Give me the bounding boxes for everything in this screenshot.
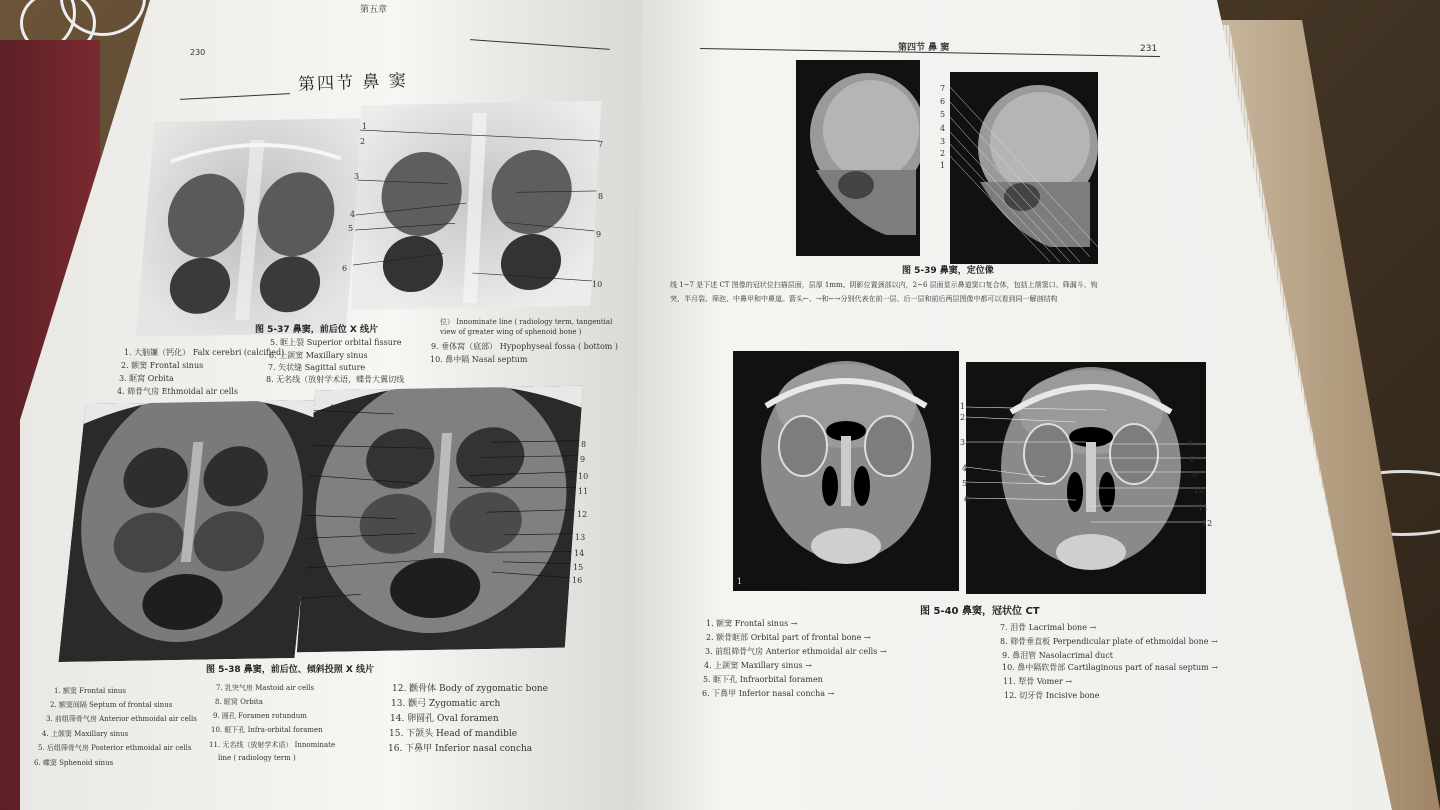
fig538-legend-item: 11. 无名线（放射学术语） Innominate (209, 741, 336, 749)
fig539-description: 突、半月裂、筛泡、中鼻甲和中鼻道。箭头←、→和←→分别代表在前一层、后一层和前后两层图像中都可以看到同一解剖结构 (670, 295, 1058, 303)
fig537-label: 6 (342, 264, 348, 273)
fig538-legend-item: 8. 眶窝 Orbita (215, 698, 263, 706)
fig538-caption: 图 5-38 鼻窦，前后位、倾斜投照 X 线片 (206, 665, 374, 675)
fig540-legend-item: 11. 犁骨 Vomer → (1003, 677, 1073, 686)
fig538-legend-item: 15. 下颌头 Head of mandible (389, 729, 518, 739)
fig540-num: 2 (960, 413, 966, 422)
xray-fig538-plain (58, 400, 321, 662)
fig540-num: 5 (962, 479, 968, 488)
fig538-legend-item: 5. 后组筛骨气房 Posterior ethmoidal air cells (38, 744, 192, 752)
fig537-label: 5 (348, 224, 354, 233)
fig538-legend-item: 6. 蝶窦 Sphenoid sinus (34, 759, 114, 767)
fig539-num: 5 (940, 110, 946, 119)
right-page-number: 231 (1140, 44, 1158, 54)
fig538-num: 4 (310, 508, 316, 517)
section-title: 第四节 鼻 窦 (297, 71, 409, 95)
fig537-label: 7 (598, 140, 604, 149)
fig537-label: 3 (354, 172, 360, 181)
fig539-num: 7 (940, 84, 946, 93)
fig538-legend-item: 1. 额窦 Frontal sinus (54, 687, 126, 695)
fig537-legend-item: 位） Innominate line ( radiology term, tangential (440, 318, 613, 326)
fig538-num: 16 (572, 576, 583, 585)
fig537-label: 1 (362, 122, 368, 131)
fig537-legend-item: 9. 垂体窝（底部） Hypophyseal fossa ( bottom ) (431, 342, 619, 351)
fig540-legend-item: 2. 额骨眶部 Orbital part of frontal bone → (706, 633, 871, 642)
fig538-num: 11 (578, 487, 589, 496)
left-page-number: 230 (190, 48, 206, 57)
fig538-num: 5 (306, 532, 312, 541)
fig538-legend-item: 3. 前组筛骨气房 Anterior ethmoidal air cells (46, 715, 197, 723)
fig540-legend-item: 9. 鼻泪管 Nasolacrimal duct (1002, 651, 1114, 660)
fig538-num: 13 (575, 533, 586, 542)
fig540-caption: 图 5-40 鼻窦，冠状位 CT (920, 606, 1040, 617)
fig537-legend-item: 10. 鼻中隔 Nasal septum (430, 355, 528, 364)
fig538-num: 7 (296, 595, 302, 604)
fig537-legend-item: 7. 矢状缝 Sagittal suture (268, 363, 366, 372)
fig538-num: 6 (302, 563, 308, 572)
spine-header: 第五章 (360, 5, 388, 15)
fig539-num: 1 (940, 161, 946, 170)
fig538-num: 12 (577, 510, 588, 519)
fig537-label: 10 (592, 280, 603, 289)
fig538-legend-item: 10. 眶下孔 Infra-orbital foramen (211, 726, 323, 734)
fig540-legend-item: 5. 眶下孔 Infraorbital foramen (703, 675, 823, 684)
fig537-label: 2 (360, 137, 366, 146)
fig537-legend-item: 5. 眶上裂 Superior orbital fissure (270, 338, 402, 347)
fig537-legend-item: 2. 额窦 Frontal sinus (121, 361, 204, 370)
fig538-legend-item: 14. 卵圆孔 Oval foramen (390, 714, 499, 724)
fig540-num: 4 (962, 464, 968, 473)
fig539-num: 2 (940, 149, 946, 158)
fig538-legend-item: 7. 乳突气房 Mastoid air cells (216, 684, 315, 692)
fig539-num: 6 (940, 97, 946, 106)
fig537-legend-item: 1. 大脑镰（钙化） Falx cerebri (calcified) (124, 348, 285, 357)
fig539-description: 线 1~7 是下述 CT 图像的冠状位扫描层面，层厚 1mm。阴影位置颈部以内，2~6 层面显示鼻道窦口复合体，包括上颌窦口、筛漏斗、钩 (670, 281, 1098, 289)
fig537-label: 8 (598, 192, 604, 201)
fig540-num: 12 (1202, 519, 1213, 528)
fig538-num: 3 (316, 468, 322, 477)
xray-fig537-plain (136, 118, 368, 337)
fig540-num: 8 (1190, 455, 1196, 464)
fig538-legend-item: 16. 下鼻甲 Inferior nasal concha (388, 744, 533, 754)
fig537-legend-item: view of greater wing of sphenoid bone ) (440, 328, 582, 336)
fig538-num: 2 (322, 437, 328, 446)
xray-fig539-annotated (950, 72, 1098, 264)
fig538-num: 9 (580, 455, 586, 464)
fig540-num: 11 (1198, 503, 1209, 512)
fig538-legend-item: 2. 额窦间隔 Septum of frontal sinus (50, 701, 173, 709)
fig538-num: 15 (573, 563, 584, 572)
fig537-legend-item: 6. 上颌窦 Maxillary sinus (269, 351, 368, 360)
fig540-legend-item: 10. 鼻中隔软骨部 Cartilaginous part of nasal septum → (1002, 663, 1218, 672)
fig537-legend-item: 4. 筛骨气房 Ethmoidal air cells (117, 387, 239, 396)
fig540-legend-item: 6. 下鼻甲 Inferior nasal concha → (702, 689, 835, 698)
fig538-legend-item: 9. 圆孔 Foramen rotundum (213, 712, 307, 720)
fig540-num: 3 (960, 438, 966, 447)
fig539-num: 4 (940, 124, 946, 133)
fig538-num: 14 (574, 549, 585, 558)
fig540-num: 6 (964, 495, 970, 504)
fig540-legend-item: 7. 泪骨 Lacrimal bone → (1000, 623, 1097, 632)
fig538-num: 10 (578, 472, 589, 481)
fig538-legend-item: line ( radiology term ) (218, 754, 296, 762)
fig540-legend-item: 3. 前组筛骨气房 Anterior ethmoidal air cells → (705, 647, 887, 656)
right-page-header: 第四节 鼻 窦 (898, 43, 950, 53)
xray-fig537-annotated (351, 101, 602, 310)
fig539-num: 3 (940, 137, 946, 146)
fig540-num: 9 (1192, 470, 1198, 479)
fig538-num: 1 (330, 404, 336, 413)
fig540-legend-item: 1. 额窦 Frontal sinus → (706, 619, 798, 628)
fig537-caption: 图 5-37 鼻窦，前后位 X 线片 (255, 325, 378, 335)
fig540-legend-item: 8. 筛骨垂直板 Perpendicular plate of ethmoidal bone → (1000, 637, 1218, 646)
ct-fig540-plain (733, 351, 959, 591)
fig538-legend-item: 4. 上颌窦 Maxillary sinus (42, 730, 129, 738)
fig540-num: 1 (960, 402, 966, 411)
fig538-num: 8 (581, 440, 587, 449)
ct-corner-num: 1 (737, 577, 743, 586)
fig539-caption: 图 5-39 鼻窦，定位像 (902, 266, 994, 276)
fig538-legend-item: 12. 颧骨体 Body of zygomatic bone (392, 684, 548, 694)
fig537-legend-item: 8. 无名线（放射学术语，蝶骨大翼切线 (266, 375, 405, 384)
fig537-label: 4 (350, 210, 356, 219)
fig540-legend-item: 4. 上颌窦 Maxillary sinus → (704, 661, 812, 670)
fig537-legend-item: 3. 眶窝 Orbita (119, 374, 174, 383)
fig540-num: 10 (1194, 486, 1205, 495)
xray-fig539-plain (796, 60, 920, 256)
fig538-legend-item: 13. 颧弓 Zygomatic arch (391, 699, 501, 709)
fig540-legend-item: 12. 切牙骨 Incisive bone (1004, 691, 1100, 700)
fig540-num: 7 (1188, 440, 1194, 449)
fig537-label: 9 (596, 230, 602, 239)
